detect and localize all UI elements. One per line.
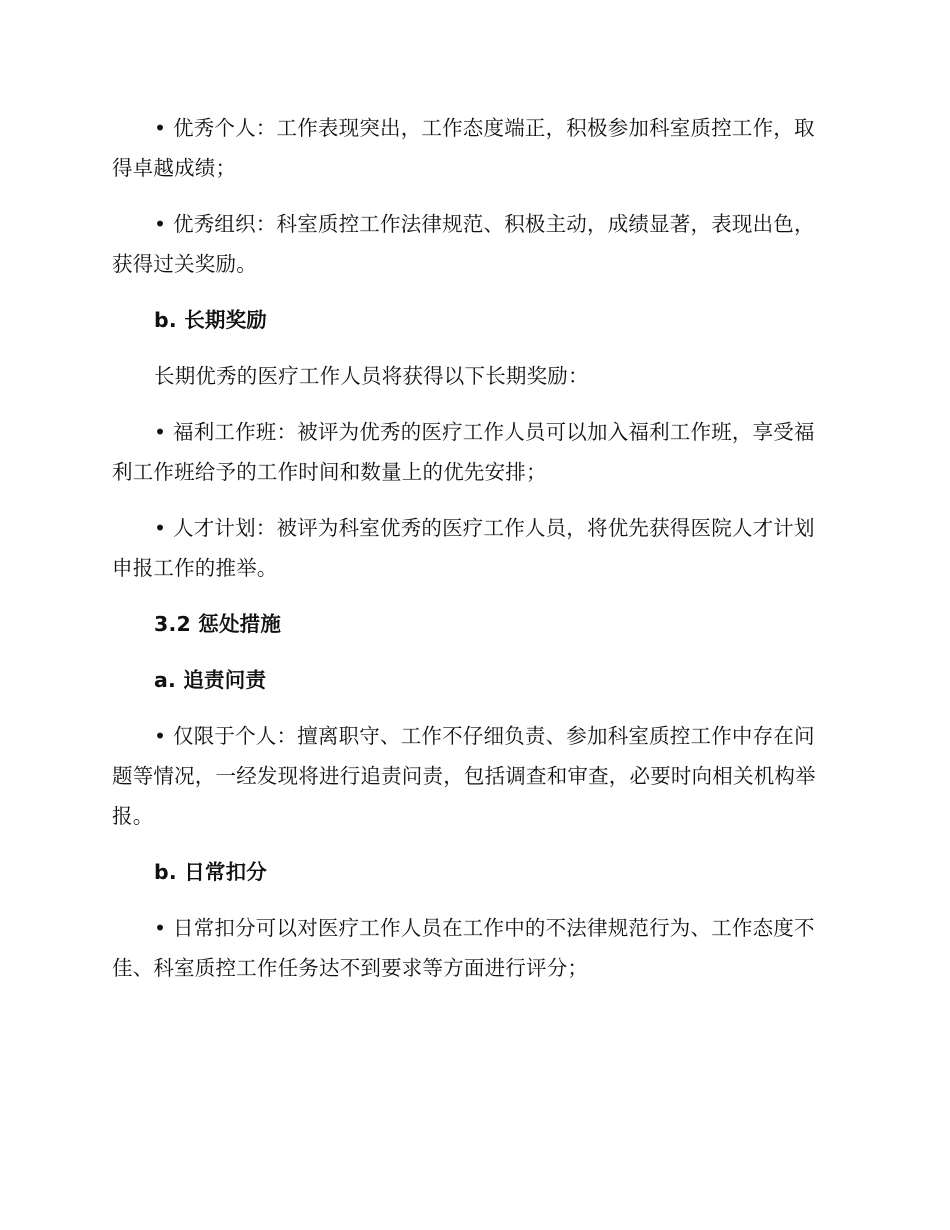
heading-daily-deduction: b. 日常扣分 — [154, 860, 267, 884]
paragraph-excellent-organization: • 优秀组织：科室质控工作法律规范、积极主动，成绩显著，表现出色，获得过关奖励。 — [112, 212, 815, 276]
paragraph-welfare-class: • 福利工作班：被评为优秀的医疗工作人员可以加入福利工作班，享受福利工作班给予的工作时间和数量上的优先安排； — [112, 420, 815, 484]
heading-accountability: a. 追责问责 — [154, 668, 267, 692]
heading-long-term-rewards: b. 长期奖励 — [154, 308, 267, 332]
paragraph-excellent-individual: • 优秀个人：工作表现突出，工作态度端正，积极参加科室质控工作，取得卓越成绩； — [112, 116, 815, 180]
paragraph-long-term-intro: 长期优秀的医疗工作人员将获得以下长期奖励： — [154, 364, 589, 388]
heading-punishment-measures: 3.2 惩处措施 — [154, 612, 282, 636]
paragraph-daily-deduction: • 日常扣分可以对医疗工作人员在工作中的不法律规范行为、工作态度不佳、科室质控工作任务达不到要求等方面进行评分； — [112, 916, 815, 980]
paragraph-individual-only: • 仅限于个人：擅离职守、工作不仔细负责、参加科室质控工作中存在问题等情况，一经发现将进行追责问责，包括调查和审查，必要时向相关机构举报。 — [112, 724, 816, 828]
paragraph-talent-plan: • 人才计划：被评为科室优秀的医疗工作人员，将优先获得医院人才计划申报工作的推举。 — [112, 516, 815, 580]
